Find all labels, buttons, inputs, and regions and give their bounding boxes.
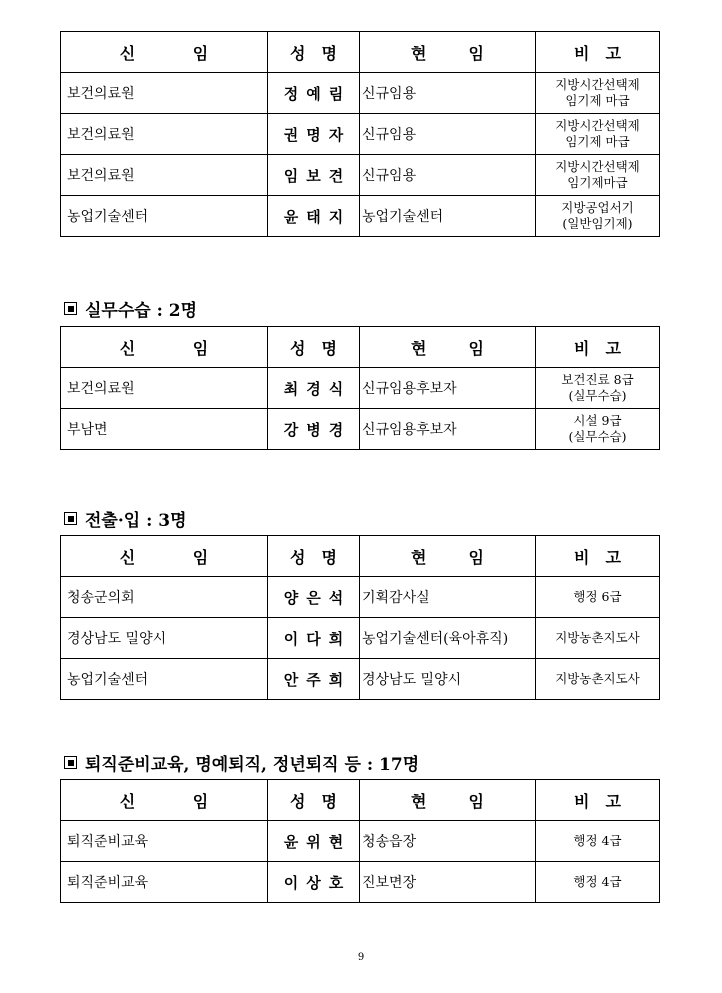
new-position: 보건의료원: [61, 114, 268, 155]
table-row: [61, 114, 660, 155]
current-position: 신규임용: [360, 73, 536, 114]
person-name: 정예림: [268, 73, 360, 114]
square-bullet-icon: [64, 512, 77, 525]
table-row: [61, 862, 660, 903]
new-position: 농업기술센터: [61, 196, 268, 237]
section-heading-transfer: 전출·입 : 3명: [64, 506, 187, 531]
table-row: [61, 155, 660, 196]
person-name: 안주희: [268, 659, 360, 700]
header-current: 현 임: [360, 780, 536, 821]
person-name: 최경식: [268, 368, 360, 409]
person-name: 양은석: [268, 577, 360, 618]
header-new: 신 임: [61, 536, 268, 577]
current-position: 신규임용후보자: [360, 368, 536, 409]
person-name: 임보견: [268, 155, 360, 196]
table-header-row: [61, 780, 660, 821]
header-name: 성 명: [268, 536, 360, 577]
person-name: 이상호: [268, 862, 360, 903]
remark: 지방공업서기 (일반임기제): [536, 196, 660, 237]
table-row: [61, 577, 660, 618]
header-current: 현 임: [360, 327, 536, 368]
new-position: 경상남도 밀양시: [61, 618, 268, 659]
new-position: 퇴직준비교육: [61, 862, 268, 903]
header-new: 신 임: [61, 327, 268, 368]
table-header-row: [61, 536, 660, 577]
table-header-row: [61, 327, 660, 368]
table-row: [61, 618, 660, 659]
remark: 행정 6급: [536, 577, 660, 618]
person-name: 이다희: [268, 618, 360, 659]
appointment-table-4: [60, 779, 660, 903]
header-note: 비 고: [536, 32, 660, 73]
section-heading-retirement: 퇴직준비교육, 명예퇴직, 정년퇴직 등 : 17명: [64, 750, 419, 775]
remark: 행정 4급: [536, 821, 660, 862]
table-row: [61, 659, 660, 700]
remark: 지방농촌지도사: [536, 618, 660, 659]
table-row: [61, 368, 660, 409]
appointment-table-2: [60, 326, 660, 450]
remark: 시설 9급 (실무수습): [536, 409, 660, 450]
new-position: 농업기술센터: [61, 659, 268, 700]
table-row: [61, 73, 660, 114]
remark: 지방시간선택제 임기제마급: [536, 155, 660, 196]
header-new: 신 임: [61, 32, 268, 73]
square-bullet-icon: [64, 302, 77, 315]
appointment-table-1: [60, 31, 660, 237]
person-name: 권명자: [268, 114, 360, 155]
remark: 지방농촌지도사: [536, 659, 660, 700]
header-new: 신 임: [61, 780, 268, 821]
table-row: [61, 409, 660, 450]
person-name: 윤태지: [268, 196, 360, 237]
remark: 지방시간선택제 임기제 마급: [536, 114, 660, 155]
new-position: 보건의료원: [61, 368, 268, 409]
current-position: 신규임용후보자: [360, 409, 536, 450]
section-heading-training: 실무수습 : 2명: [64, 296, 197, 321]
new-position: 보건의료원: [61, 155, 268, 196]
current-position: 진보면장: [360, 862, 536, 903]
appointment-table-3: [60, 535, 660, 700]
current-position: 경상남도 밀양시: [360, 659, 536, 700]
header-note: 비 고: [536, 780, 660, 821]
header-name: 성 명: [268, 780, 360, 821]
header-note: 비 고: [536, 327, 660, 368]
square-bullet-icon: [64, 756, 77, 769]
person-name: 강병경: [268, 409, 360, 450]
new-position: 청송군의회: [61, 577, 268, 618]
current-position: 농업기술센터(육아휴직): [360, 618, 536, 659]
header-name: 성 명: [268, 327, 360, 368]
header-note: 비 고: [536, 536, 660, 577]
header-name: 성 명: [268, 32, 360, 73]
new-position: 보건의료원: [61, 73, 268, 114]
current-position: 청송읍장: [360, 821, 536, 862]
new-position: 퇴직준비교육: [61, 821, 268, 862]
header-current: 현 임: [360, 32, 536, 73]
current-position: 신규임용: [360, 114, 536, 155]
current-position: 농업기술센터: [360, 196, 536, 237]
remark: 보건진료 8급 (실무수습): [536, 368, 660, 409]
table-row: [61, 821, 660, 862]
page-number: 9: [357, 952, 365, 963]
table-header-row: [61, 32, 660, 73]
table-row: [61, 196, 660, 237]
new-position: 부남면: [61, 409, 268, 450]
header-current: 현 임: [360, 536, 536, 577]
current-position: 신규임용: [360, 155, 536, 196]
remark: 지방시간선택제 임기제 마급: [536, 73, 660, 114]
remark: 행정 4급: [536, 862, 660, 903]
current-position: 기획감사실: [360, 577, 536, 618]
person-name: 윤위현: [268, 821, 360, 862]
